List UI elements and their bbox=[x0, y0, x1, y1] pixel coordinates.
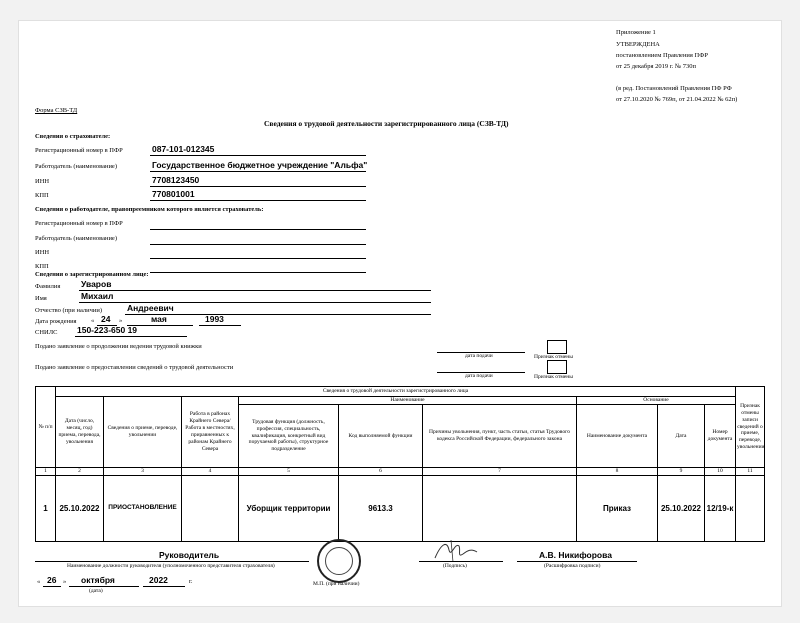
group-header: Сведения о трудовой деятельности зарегистрированного лица bbox=[56, 387, 736, 397]
col-header-north: Работа в районах Крайнего Севера/Работа в местностях, приравненных к районам Крайнего Севера bbox=[182, 397, 239, 468]
col-header-code: Код выполняемой функции bbox=[339, 405, 423, 468]
signer-position-caption: Наименование должности руководителя (уполномоченного представителя страхователя) bbox=[67, 563, 275, 569]
approval-line-5: (в ред. Постановлений Правления ПФ РФ bbox=[616, 85, 732, 92]
col-number: 6 bbox=[339, 468, 423, 476]
person-patronymic-line bbox=[125, 314, 431, 315]
row-doc-name: Приказ bbox=[577, 476, 658, 542]
insurer-inn-label: ИНН bbox=[35, 178, 50, 185]
person-surname-line bbox=[79, 290, 431, 291]
signature-line bbox=[419, 561, 503, 562]
person-patronymic-label: Отчество (при наличии) bbox=[35, 307, 103, 314]
predecessor-employer-line bbox=[150, 244, 366, 245]
predecessor-reg-label: Регистрационный номер в ПФР bbox=[35, 220, 123, 227]
row-date: 25.10.2022 bbox=[56, 476, 104, 542]
insurer-inn-value: 7708123450 bbox=[152, 175, 200, 185]
predecessor-inn-label: ИНН bbox=[35, 249, 50, 256]
person-snils-line bbox=[75, 336, 187, 337]
row-doc-num: 12/19-к bbox=[705, 476, 736, 542]
signature-caption: (Подпись) bbox=[443, 563, 467, 569]
date-quote-close: » bbox=[63, 578, 67, 585]
form-title: Сведения о трудовой деятельности зарегистрированного лица (СЗВ-ТД) bbox=[264, 119, 509, 128]
predecessor-inn-line bbox=[150, 258, 366, 259]
person-patronymic-value: Андреевич bbox=[127, 303, 174, 313]
col-number: 10 bbox=[705, 468, 736, 476]
insurer-reg-value: 087-101-012345 bbox=[152, 144, 215, 154]
person-birth-month: мая bbox=[151, 314, 167, 324]
person-snils-value: 150-223-650 19 bbox=[77, 325, 138, 335]
signature-image bbox=[431, 536, 481, 564]
person-surname-label: Фамилия bbox=[35, 283, 61, 290]
col-number: 8 bbox=[577, 468, 658, 476]
col-header-cancel: Признак отмены записи сведений о приеме, переводе, увольнении bbox=[736, 387, 765, 468]
sign-year-suffix: г. bbox=[189, 578, 193, 585]
predecessor-reg-line bbox=[150, 229, 366, 230]
continue-date-caption: дата подачи bbox=[465, 353, 493, 359]
sign-date-month: октября bbox=[81, 575, 115, 585]
predecessor-employer-label: Работодатель (наименование) bbox=[35, 235, 117, 242]
provide-cancel-caption: Признак отмены bbox=[534, 374, 573, 380]
insurer-reg-line bbox=[150, 155, 366, 156]
col-number: 7 bbox=[423, 468, 577, 476]
insurer-employer-label: Работодатель (наименование) bbox=[35, 163, 117, 170]
person-birth-day: 24 bbox=[101, 314, 111, 324]
person-surname-value: Уваров bbox=[81, 279, 112, 289]
predecessor-kpp-label: КПП bbox=[35, 263, 49, 270]
person-birth-label: Дата рождения bbox=[35, 318, 77, 325]
col-number: 9 bbox=[658, 468, 705, 476]
insurer-employer-value: Государственное бюджетное учреждение "Альфа" bbox=[152, 160, 368, 170]
row-num: 1 bbox=[36, 476, 56, 542]
insurer-reg-label: Регистрационный номер в ПФР bbox=[35, 147, 123, 154]
birth-quote-close: » bbox=[119, 317, 123, 324]
insurer-inn-line bbox=[150, 186, 366, 187]
work-history-table bbox=[35, 386, 765, 542]
birth-quote-open: « bbox=[91, 317, 95, 324]
row-north bbox=[182, 476, 239, 542]
person-snils-label: СНИЛС bbox=[35, 329, 58, 336]
sign-year-line bbox=[143, 586, 185, 587]
sign-date-year: 2022 bbox=[149, 575, 168, 585]
provide-cancel-box[interactable] bbox=[547, 360, 567, 374]
col-header-reasons: Причины увольнения, пункт, часть статьи, статья Трудового кодекса Российской Федерации, федерального закона bbox=[423, 405, 577, 468]
continue-cancel-caption: Признак отмены bbox=[534, 354, 573, 360]
sign-day-line bbox=[43, 586, 61, 587]
continue-book-label: Подано заявление о продолжении ведения трудовой книжки bbox=[35, 343, 202, 350]
predecessor-heading: Сведения о работодателе, правопреемником которого является страхователь: bbox=[35, 206, 264, 213]
stamp-seal bbox=[317, 539, 361, 583]
signer-name-line bbox=[517, 561, 637, 562]
row-function: Уборщик территории bbox=[239, 476, 339, 542]
sign-month-line bbox=[69, 586, 139, 587]
insurer-kpp-line bbox=[150, 200, 366, 201]
insurer-heading: Сведения о страхователе: bbox=[35, 133, 111, 140]
row-code: 9613.3 bbox=[339, 476, 423, 542]
row-reasons bbox=[423, 476, 577, 542]
document-sheet bbox=[18, 20, 782, 607]
signer-name-caption: (Расшифровка подписи) bbox=[544, 563, 601, 569]
naming-header: Наименование bbox=[239, 397, 577, 405]
col-header-function: Трудовая функция (должность, профессия, специальность, квалификация, конкретный вид поручаемой работы), структурное подразделение bbox=[239, 405, 339, 468]
table-row bbox=[36, 476, 765, 542]
signer-name: А.В. Никифорова bbox=[539, 550, 612, 560]
person-name-value: Михаил bbox=[81, 291, 114, 301]
col-number: 1 bbox=[36, 468, 56, 476]
basis-header: Основание bbox=[577, 397, 736, 405]
signer-position-line bbox=[35, 561, 309, 562]
person-birth-year: 1993 bbox=[205, 314, 224, 324]
col-header-date: Дата (число, месяц, год) приема, перевода, увольнения bbox=[56, 397, 104, 468]
insurer-kpp-label: КПП bbox=[35, 192, 49, 199]
col-header-doc-date: Дата bbox=[658, 405, 705, 468]
approval-line-3: постановлением Правления ПФР bbox=[616, 52, 708, 59]
person-heading: Сведения о зарегистрированном лице: bbox=[35, 271, 149, 278]
col-header-event: Сведения о приеме, переводе, увольнении bbox=[104, 397, 182, 468]
col-header-doc-name: Наименование документа bbox=[577, 405, 658, 468]
predecessor-kpp-line bbox=[150, 272, 366, 273]
approval-line-1: Приложение 1 bbox=[616, 29, 656, 36]
provide-info-label: Подано заявление о предоставлении сведений о трудовой деятельности bbox=[35, 364, 234, 371]
col-number: 5 bbox=[239, 468, 339, 476]
col-number: 2 bbox=[56, 468, 104, 476]
insurer-kpp-value: 770801001 bbox=[152, 189, 195, 199]
insurer-employer-line bbox=[150, 171, 366, 172]
row-cancel bbox=[736, 476, 765, 542]
stamp-caption: М.П. (при наличии) bbox=[313, 581, 360, 587]
approval-line-6: от 27.10.2020 № 769п, от 21.04.2022 № 62п) bbox=[616, 96, 738, 103]
col-header-doc-num: Номер документа bbox=[705, 405, 736, 468]
row-doc-date: 25.10.2022 bbox=[658, 476, 705, 542]
birth-year-line bbox=[199, 325, 241, 326]
person-name-label: Имя bbox=[35, 295, 47, 302]
col-number: 4 bbox=[182, 468, 239, 476]
approval-line-2: УТВЕРЖДЕНА bbox=[616, 41, 660, 48]
provide-date-caption: дата подачи bbox=[465, 373, 493, 379]
approval-line-4: от 25 декабря 2019 г. № 730п bbox=[616, 63, 696, 70]
sign-date-caption: (дата) bbox=[89, 588, 103, 594]
col-header-num: № п/п bbox=[36, 387, 56, 468]
signer-position: Руководитель bbox=[159, 550, 220, 560]
col-number: 11 bbox=[736, 468, 765, 476]
continue-cancel-box[interactable] bbox=[547, 340, 567, 354]
form-name: Форма СЗВ-ТД bbox=[35, 107, 78, 114]
sign-date-day: 26 bbox=[47, 575, 57, 585]
date-quote-open: « bbox=[37, 578, 41, 585]
col-number: 3 bbox=[104, 468, 182, 476]
row-event: ПРИОСТАНОВЛЕНИЕ bbox=[104, 476, 182, 542]
